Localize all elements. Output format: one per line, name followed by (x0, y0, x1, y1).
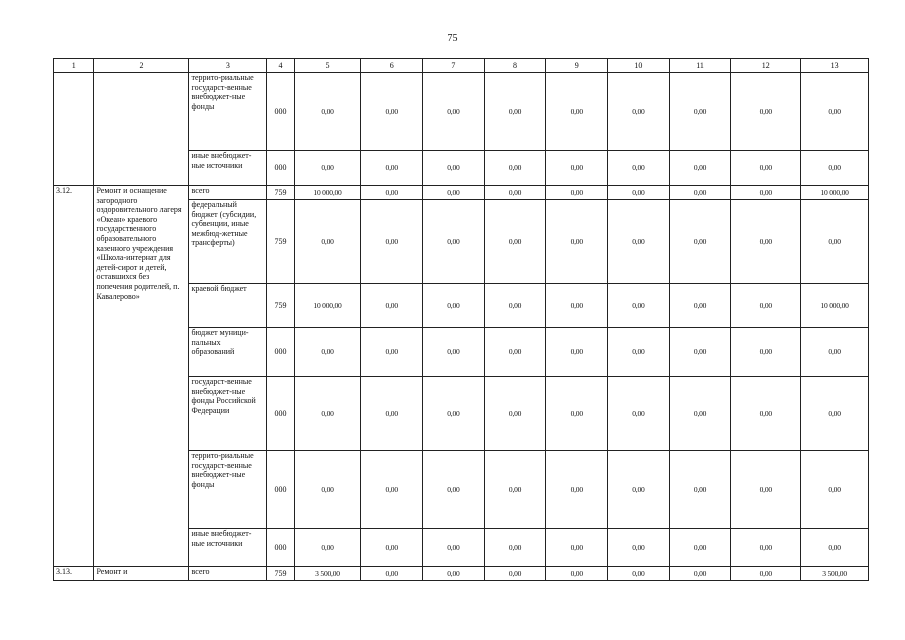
value-cell: 0,00 (361, 73, 423, 151)
value-cell: 0,00 (484, 377, 546, 451)
value-cell: 0,00 (361, 451, 423, 529)
column-header: 10 (608, 59, 670, 73)
value-cell: 0,00 (669, 151, 731, 186)
funding-source-cell: бюджет муници-пальных образований (189, 328, 267, 377)
funding-source-cell: государст-венные внебюджет-ные фонды Российской Федерации (189, 377, 267, 451)
value-cell: 0,00 (801, 200, 869, 284)
table-row (54, 567, 869, 581)
value-cell: 0,00 (294, 377, 361, 451)
value-cell: 0,00 (484, 529, 546, 567)
value-cell: 0,00 (423, 328, 485, 377)
value-cell: 0,00 (669, 567, 731, 581)
value-cell: 0,00 (361, 200, 423, 284)
code-cell: 000 (267, 73, 294, 151)
value-cell: 0,00 (484, 200, 546, 284)
value-cell: 0,00 (731, 451, 801, 529)
value-cell: 0,00 (608, 73, 670, 151)
value-cell: 0,00 (423, 186, 485, 200)
item-name-cell: Ремонт и (94, 567, 189, 581)
funding-source-cell: иные внебюджет-ные источники (189, 151, 267, 186)
value-cell: 0,00 (669, 284, 731, 328)
value-cell: 0,00 (608, 284, 670, 328)
value-cell: 0,00 (484, 186, 546, 200)
value-cell: 0,00 (608, 567, 670, 581)
value-cell: 0,00 (608, 529, 670, 567)
code-cell: 000 (267, 529, 294, 567)
table-row (54, 73, 869, 151)
value-cell: 0,00 (669, 200, 731, 284)
item-number-cell: 3.12. (54, 186, 94, 567)
value-cell: 0,00 (423, 73, 485, 151)
value-cell: 0,00 (484, 567, 546, 581)
value-cell: 0,00 (423, 567, 485, 581)
item-name-cell: Ремонт и оснащение загородного оздоровительного лагеря «Океан» краевого государственного образовательного казенного учреждения «Школа-интернат для детей-сирот и детей, оставшихся без попечения родителей, п. Кавалерово» (94, 186, 189, 567)
code-cell: 759 (267, 567, 294, 581)
column-header: 6 (361, 59, 423, 73)
value-cell: 0,00 (294, 328, 361, 377)
column-header: 11 (669, 59, 731, 73)
value-cell: 0,00 (294, 529, 361, 567)
value-cell: 0,00 (669, 73, 731, 151)
funding-source-cell: всего (189, 186, 267, 200)
value-cell: 0,00 (731, 529, 801, 567)
item-number-cell (54, 73, 94, 186)
table-row (54, 186, 869, 200)
value-cell: 0,00 (731, 284, 801, 328)
code-cell: 759 (267, 186, 294, 200)
value-cell: 0,00 (361, 284, 423, 328)
value-cell: 0,00 (669, 529, 731, 567)
value-cell: 0,00 (608, 328, 670, 377)
value-cell: 0,00 (484, 73, 546, 151)
value-cell: 0,00 (361, 567, 423, 581)
value-cell: 0,00 (484, 151, 546, 186)
value-cell: 0,00 (731, 377, 801, 451)
value-cell: 10 000,00 (294, 186, 361, 200)
header-row (54, 59, 869, 73)
code-cell: 000 (267, 151, 294, 186)
value-cell: 0,00 (546, 377, 608, 451)
column-header: 12 (731, 59, 801, 73)
value-cell: 0,00 (669, 451, 731, 529)
value-cell: 0,00 (801, 73, 869, 151)
column-header: 1 (54, 59, 94, 73)
value-cell: 10 000,00 (294, 284, 361, 328)
value-cell: 0,00 (669, 377, 731, 451)
value-cell: 0,00 (294, 451, 361, 529)
value-cell: 0,00 (423, 200, 485, 284)
funding-source-cell: всего (189, 567, 267, 581)
column-header: 13 (801, 59, 869, 73)
code-cell: 000 (267, 451, 294, 529)
value-cell: 0,00 (731, 200, 801, 284)
item-name-cell (94, 73, 189, 186)
value-cell: 0,00 (608, 377, 670, 451)
value-cell: 0,00 (423, 151, 485, 186)
column-header: 5 (294, 59, 361, 73)
value-cell: 0,00 (669, 186, 731, 200)
value-cell: 3 500,00 (294, 567, 361, 581)
value-cell: 0,00 (546, 186, 608, 200)
value-cell: 0,00 (484, 451, 546, 529)
code-cell: 000 (267, 377, 294, 451)
value-cell: 10 000,00 (801, 186, 869, 200)
value-cell: 0,00 (361, 186, 423, 200)
value-cell: 0,00 (801, 377, 869, 451)
value-cell: 0,00 (423, 529, 485, 567)
value-cell: 0,00 (801, 151, 869, 186)
value-cell: 0,00 (484, 328, 546, 377)
value-cell: 0,00 (423, 377, 485, 451)
value-cell: 0,00 (608, 451, 670, 529)
value-cell: 0,00 (546, 284, 608, 328)
value-cell: 0,00 (484, 284, 546, 328)
value-cell: 0,00 (546, 200, 608, 284)
value-cell: 0,00 (801, 451, 869, 529)
column-header: 4 (267, 59, 294, 73)
value-cell: 0,00 (731, 151, 801, 186)
code-cell: 759 (267, 284, 294, 328)
funding-source-cell: террито-риальные государст-венные внебюджет-ные фонды (189, 73, 267, 151)
value-cell: 0,00 (294, 151, 361, 186)
value-cell: 0,00 (361, 328, 423, 377)
item-number-cell: 3.13. (54, 567, 94, 581)
funding-source-cell: террито-риальные государст-венные внебюджет-ные фонды (189, 451, 267, 529)
value-cell: 0,00 (546, 151, 608, 186)
column-header: 8 (484, 59, 546, 73)
value-cell: 0,00 (546, 73, 608, 151)
funding-source-cell: иные внебюджет-ные источники (189, 529, 267, 567)
page-number: 75 (447, 33, 458, 44)
funding-source-cell: федеральный бюджет (субсидии, субвенции, иные межбюд-жетные трансферты) (189, 200, 267, 284)
value-cell: 0,00 (801, 328, 869, 377)
value-cell: 0,00 (361, 377, 423, 451)
value-cell: 0,00 (546, 451, 608, 529)
value-cell: 0,00 (546, 567, 608, 581)
value-cell: 10 000,00 (801, 284, 869, 328)
column-header: 7 (423, 59, 485, 73)
budget-table (53, 58, 869, 581)
value-cell: 0,00 (294, 73, 361, 151)
code-cell: 000 (267, 328, 294, 377)
value-cell: 0,00 (361, 529, 423, 567)
value-cell: 3 500,00 (801, 567, 869, 581)
value-cell: 0,00 (731, 328, 801, 377)
value-cell: 0,00 (731, 186, 801, 200)
funding-source-cell: краевой бюджет (189, 284, 267, 328)
value-cell: 0,00 (731, 567, 801, 581)
code-cell: 759 (267, 200, 294, 284)
value-cell: 0,00 (361, 151, 423, 186)
column-header: 3 (189, 59, 267, 73)
value-cell: 0,00 (669, 328, 731, 377)
value-cell: 0,00 (731, 73, 801, 151)
value-cell: 0,00 (546, 328, 608, 377)
column-header: 9 (546, 59, 608, 73)
value-cell: 0,00 (608, 200, 670, 284)
value-cell: 0,00 (294, 200, 361, 284)
value-cell: 0,00 (546, 529, 608, 567)
value-cell: 0,00 (608, 151, 670, 186)
column-header: 2 (94, 59, 189, 73)
value-cell: 0,00 (423, 451, 485, 529)
value-cell: 0,00 (801, 529, 869, 567)
value-cell: 0,00 (423, 284, 485, 328)
value-cell: 0,00 (608, 186, 670, 200)
